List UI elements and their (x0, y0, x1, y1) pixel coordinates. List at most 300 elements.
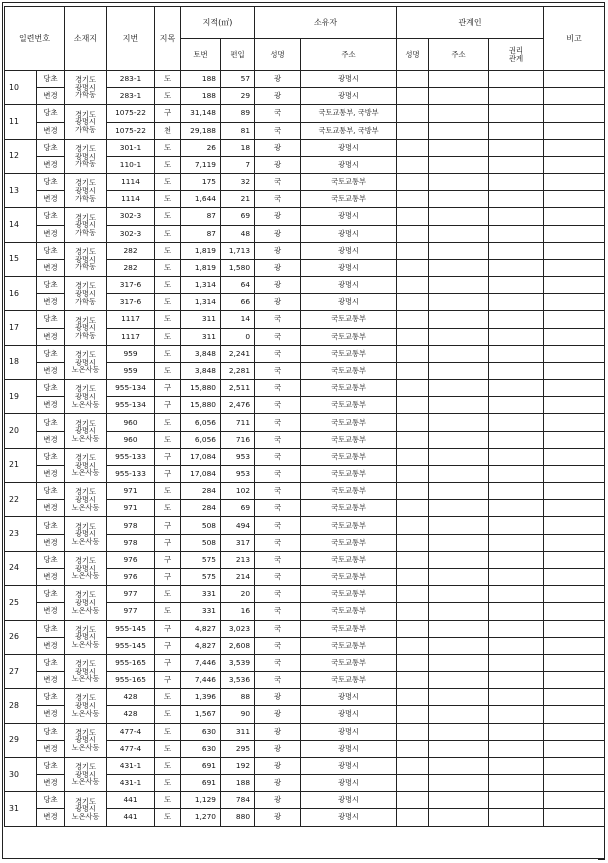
area-incorporated: 2,511 (221, 380, 255, 397)
area-total: 4,827 (181, 637, 221, 654)
land-category: 도 (155, 757, 181, 774)
stakeholder-relation (489, 191, 544, 208)
area-incorporated: 89 (221, 105, 255, 122)
table-row (5, 174, 605, 191)
area-total: 29,188 (181, 122, 221, 139)
record-number: 11 (5, 105, 37, 139)
table-row (5, 71, 605, 88)
area-total: 1,819 (181, 242, 221, 259)
stakeholder-name (397, 792, 429, 809)
empty-row (5, 826, 605, 856)
stakeholder-relation (489, 551, 544, 568)
area-total: 1,819 (181, 259, 221, 276)
stakeholder-relation (489, 208, 544, 225)
stakeholder-address (429, 689, 489, 706)
area-incorporated: 213 (221, 551, 255, 568)
stakeholder-relation (489, 156, 544, 173)
land-category: 도 (155, 225, 181, 242)
stakeholder-relation (489, 225, 544, 242)
record-number: 10 (5, 71, 37, 105)
area-incorporated: 1,580 (221, 259, 255, 276)
row-type: 변경 (37, 259, 65, 276)
note-cell (544, 174, 605, 191)
note-cell (544, 225, 605, 242)
record-number: 25 (5, 586, 37, 620)
owner-address: 국토교통부 (301, 483, 397, 500)
stakeholder-relation (489, 534, 544, 551)
note-cell (544, 448, 605, 465)
stakeholder-address (429, 723, 489, 740)
area-incorporated: 711 (221, 414, 255, 431)
stakeholder-relation (489, 637, 544, 654)
stakeholder-name (397, 603, 429, 620)
stakeholder-relation (489, 517, 544, 534)
table-row (5, 105, 605, 122)
owner-address: 광명시 (301, 156, 397, 173)
owner-address: 광명시 (301, 809, 397, 826)
area-total: 26 (181, 139, 221, 156)
area-incorporated: 69 (221, 208, 255, 225)
lot-number: 955-134 (107, 380, 155, 397)
owner-name: 국 (255, 414, 301, 431)
land-category: 도 (155, 242, 181, 259)
owner-name: 광 (255, 277, 301, 294)
stakeholder-name (397, 328, 429, 345)
row-type: 변경 (37, 775, 65, 792)
owner-name: 국 (255, 174, 301, 191)
stakeholder-address (429, 88, 489, 105)
owner-address: 광명시 (301, 139, 397, 156)
stakeholder-address (429, 809, 489, 826)
stakeholder-address (429, 672, 489, 689)
stakeholder-address (429, 465, 489, 482)
stakeholder-name (397, 414, 429, 431)
area-incorporated: 3,539 (221, 654, 255, 671)
lot-number: 959 (107, 345, 155, 362)
owner-name: 국 (255, 568, 301, 585)
stakeholder-address (429, 71, 489, 88)
note-cell (544, 88, 605, 105)
note-cell (544, 122, 605, 139)
owner-address: 국토교통부 (301, 654, 397, 671)
note-cell (544, 809, 605, 826)
table-row (5, 448, 605, 465)
owner-address: 국토교통부 (301, 465, 397, 482)
note-cell (544, 328, 605, 345)
owner-name: 광 (255, 88, 301, 105)
stakeholder-address (429, 105, 489, 122)
stakeholder-address (429, 277, 489, 294)
area-incorporated: 953 (221, 448, 255, 465)
stakeholder-relation (489, 723, 544, 740)
area-total: 188 (181, 88, 221, 105)
owner-address: 광명시 (301, 88, 397, 105)
area-total: 188 (181, 71, 221, 88)
note-cell (544, 586, 605, 603)
stakeholder-name (397, 88, 429, 105)
owner-name: 국 (255, 191, 301, 208)
row-type: 당초 (37, 448, 65, 465)
land-category: 도 (155, 294, 181, 311)
area-total: 4,827 (181, 620, 221, 637)
row-type: 당초 (37, 105, 65, 122)
land-category: 도 (155, 139, 181, 156)
note-cell (544, 191, 605, 208)
land-category: 구 (155, 620, 181, 637)
land-category: 구 (155, 465, 181, 482)
area-incorporated: 18 (221, 139, 255, 156)
stakeholder-name (397, 620, 429, 637)
stakeholder-address (429, 620, 489, 637)
row-type: 변경 (37, 637, 65, 654)
owner-address: 국토교통부 (301, 345, 397, 362)
stakeholder-relation (489, 414, 544, 431)
header-owner-name: 성명 (255, 39, 301, 71)
row-type: 당초 (37, 620, 65, 637)
header-area-total: 토번 (181, 39, 221, 71)
lot-number: 1117 (107, 328, 155, 345)
area-incorporated: 88 (221, 689, 255, 706)
lot-number: 110-1 (107, 156, 155, 173)
stakeholder-relation (489, 500, 544, 517)
table-row (5, 689, 605, 706)
owner-address: 광명시 (301, 689, 397, 706)
owner-address: 국토교통부 (301, 551, 397, 568)
owner-name: 국 (255, 105, 301, 122)
owner-address: 국토교통부 (301, 174, 397, 191)
location-cell: 경기도 광명시 가학동 (65, 277, 107, 311)
stakeholder-address (429, 208, 489, 225)
row-type: 당초 (37, 723, 65, 740)
owner-address: 국토교통부 (301, 603, 397, 620)
area-total: 17,084 (181, 448, 221, 465)
row-type: 변경 (37, 362, 65, 379)
stakeholder-relation (489, 465, 544, 482)
header-note: 비고 (544, 7, 605, 71)
stakeholder-address (429, 534, 489, 551)
land-category: 구 (155, 448, 181, 465)
stakeholder-name (397, 277, 429, 294)
stakeholder-relation (489, 174, 544, 191)
stakeholder-address (429, 517, 489, 534)
area-total: 17,084 (181, 465, 221, 482)
area-incorporated: 102 (221, 483, 255, 500)
row-type: 변경 (37, 568, 65, 585)
owner-address: 국토교통부 (301, 448, 397, 465)
stakeholder-relation (489, 88, 544, 105)
table-row (5, 483, 605, 500)
land-category: 구 (155, 534, 181, 551)
stakeholder-name (397, 380, 429, 397)
stakeholder-name (397, 740, 429, 757)
header-serial: 일련번호 (5, 7, 65, 71)
record-number: 13 (5, 174, 37, 208)
stakeholder-address (429, 586, 489, 603)
owner-name: 광 (255, 757, 301, 774)
location-cell: 경기도 광명시 가학동 (65, 242, 107, 276)
location-cell: 경기도 광명시 가학동 (65, 208, 107, 242)
stakeholder-name (397, 586, 429, 603)
owner-address: 광명시 (301, 259, 397, 276)
note-cell (544, 517, 605, 534)
stakeholder-relation (489, 311, 544, 328)
owner-name: 국 (255, 500, 301, 517)
stakeholder-address (429, 294, 489, 311)
area-total: 331 (181, 603, 221, 620)
stakeholder-name (397, 809, 429, 826)
owner-name: 국 (255, 551, 301, 568)
owner-name: 국 (255, 603, 301, 620)
area-total: 630 (181, 723, 221, 740)
note-cell (544, 397, 605, 414)
stakeholder-address (429, 448, 489, 465)
note-cell (544, 654, 605, 671)
stakeholder-address (429, 328, 489, 345)
location-cell: 경기도 광명시 가학동 (65, 105, 107, 139)
owner-address: 국토교통부 (301, 637, 397, 654)
location-cell: 경기도 광명시 노온사동 (65, 586, 107, 620)
row-type: 변경 (37, 534, 65, 551)
area-total: 1,314 (181, 294, 221, 311)
lot-number: 428 (107, 706, 155, 723)
record-number: 16 (5, 277, 37, 311)
note-cell (544, 414, 605, 431)
lot-number: 1075-22 (107, 105, 155, 122)
area-incorporated: 716 (221, 431, 255, 448)
owner-address: 국토교통부 (301, 500, 397, 517)
owner-address: 국토교통부 (301, 328, 397, 345)
lot-number: 959 (107, 362, 155, 379)
record-number: 27 (5, 654, 37, 688)
header-owner: 소유자 (255, 7, 397, 39)
area-total: 3,848 (181, 362, 221, 379)
area-total: 15,880 (181, 397, 221, 414)
stakeholder-relation (489, 139, 544, 156)
area-incorporated: 16 (221, 603, 255, 620)
note-cell (544, 689, 605, 706)
note-cell (544, 277, 605, 294)
land-category: 도 (155, 740, 181, 757)
record-number: 26 (5, 620, 37, 654)
note-cell (544, 706, 605, 723)
owner-name: 국 (255, 380, 301, 397)
note-cell (544, 380, 605, 397)
area-incorporated: 880 (221, 809, 255, 826)
lot-number: 955-134 (107, 397, 155, 414)
owner-name: 국 (255, 328, 301, 345)
stakeholder-name (397, 397, 429, 414)
owner-address: 국토교통부 (301, 517, 397, 534)
stakeholder-name (397, 139, 429, 156)
note-cell (544, 740, 605, 757)
table-row (5, 654, 605, 671)
row-type: 변경 (37, 122, 65, 139)
note-cell (544, 672, 605, 689)
row-type: 변경 (37, 706, 65, 723)
land-category: 도 (155, 706, 181, 723)
lot-number: 441 (107, 809, 155, 826)
area-total: 311 (181, 311, 221, 328)
stakeholder-address (429, 139, 489, 156)
owner-name: 국 (255, 483, 301, 500)
row-type: 변경 (37, 156, 65, 173)
stakeholder-name (397, 294, 429, 311)
row-type: 당초 (37, 654, 65, 671)
area-total: 508 (181, 534, 221, 551)
owner-name: 광 (255, 775, 301, 792)
stakeholder-address (429, 792, 489, 809)
area-total: 7,446 (181, 672, 221, 689)
header-stake-name: 성명 (397, 39, 429, 71)
location-cell: 경기도 광명시 노온사동 (65, 345, 107, 379)
land-category: 구 (155, 568, 181, 585)
owner-address: 광명시 (301, 225, 397, 242)
note-cell (544, 723, 605, 740)
note-cell (544, 259, 605, 276)
row-type: 당초 (37, 380, 65, 397)
owner-name: 국 (255, 517, 301, 534)
stakeholder-name (397, 448, 429, 465)
lot-number: 960 (107, 414, 155, 431)
row-type: 당초 (37, 586, 65, 603)
row-type: 변경 (37, 500, 65, 517)
record-number: 14 (5, 208, 37, 242)
lot-number: 1075-22 (107, 122, 155, 139)
note-cell (544, 105, 605, 122)
lot-number: 1117 (107, 311, 155, 328)
note-cell (544, 294, 605, 311)
stakeholder-address (429, 380, 489, 397)
land-category: 도 (155, 775, 181, 792)
stakeholder-relation (489, 105, 544, 122)
note-cell (544, 71, 605, 88)
area-incorporated: 192 (221, 757, 255, 774)
land-category: 구 (155, 397, 181, 414)
owner-address: 국토교통부 (301, 431, 397, 448)
note-cell (544, 208, 605, 225)
table-body (5, 71, 605, 857)
table-row (5, 242, 605, 259)
table-row (5, 277, 605, 294)
row-type: 당초 (37, 277, 65, 294)
land-category: 도 (155, 88, 181, 105)
table-row (5, 792, 605, 809)
stakeholder-name (397, 517, 429, 534)
table-row (5, 586, 605, 603)
owner-address: 국토교통부, 국방부 (301, 122, 397, 139)
area-incorporated: 2,608 (221, 637, 255, 654)
land-category: 도 (155, 311, 181, 328)
land-category: 도 (155, 431, 181, 448)
stakeholder-name (397, 259, 429, 276)
record-number: 15 (5, 242, 37, 276)
owner-address: 광명시 (301, 294, 397, 311)
location-cell: 경기도 광명시 노온사동 (65, 654, 107, 688)
stakeholder-address (429, 345, 489, 362)
area-incorporated: 3,023 (221, 620, 255, 637)
owner-address: 국토교통부 (301, 380, 397, 397)
area-total: 1,314 (181, 277, 221, 294)
area-total: 630 (181, 740, 221, 757)
header-location: 소재지 (65, 7, 107, 71)
row-type: 당초 (37, 345, 65, 362)
stakeholder-address (429, 551, 489, 568)
stakeholder-relation (489, 431, 544, 448)
lot-number: 283-1 (107, 71, 155, 88)
stakeholder-address (429, 156, 489, 173)
area-total: 691 (181, 775, 221, 792)
area-incorporated: 2,241 (221, 345, 255, 362)
lot-number: 477-4 (107, 740, 155, 757)
stakeholder-name (397, 208, 429, 225)
owner-address: 광명시 (301, 277, 397, 294)
stakeholder-address (429, 500, 489, 517)
area-total: 284 (181, 483, 221, 500)
owner-name: 국 (255, 431, 301, 448)
location-cell: 경기도 광명시 노온사동 (65, 723, 107, 757)
note-cell (544, 139, 605, 156)
owner-address: 광명시 (301, 706, 397, 723)
table-row (5, 380, 605, 397)
owner-name: 광 (255, 294, 301, 311)
area-incorporated: 32 (221, 174, 255, 191)
stakeholder-name (397, 345, 429, 362)
note-cell (544, 465, 605, 482)
lot-number: 477-4 (107, 723, 155, 740)
stakeholder-relation (489, 568, 544, 585)
lot-number: 302-3 (107, 208, 155, 225)
stakeholder-name (397, 483, 429, 500)
row-type: 당초 (37, 139, 65, 156)
stakeholder-address (429, 431, 489, 448)
stakeholder-address (429, 191, 489, 208)
row-type: 변경 (37, 809, 65, 826)
table-row (5, 757, 605, 774)
area-total: 508 (181, 517, 221, 534)
stakeholder-name (397, 637, 429, 654)
header-lot: 지번 (107, 7, 155, 71)
lot-number: 955-165 (107, 672, 155, 689)
lot-number: 971 (107, 500, 155, 517)
stakeholder-relation (489, 122, 544, 139)
stakeholder-address (429, 174, 489, 191)
lot-number: 960 (107, 431, 155, 448)
lot-number: 955-145 (107, 620, 155, 637)
area-incorporated: 494 (221, 517, 255, 534)
area-total: 175 (181, 174, 221, 191)
stakeholder-name (397, 431, 429, 448)
area-incorporated: 317 (221, 534, 255, 551)
owner-name: 광 (255, 156, 301, 173)
location-cell: 경기도 광명시 노온사동 (65, 620, 107, 654)
area-incorporated: 29 (221, 88, 255, 105)
header-area: 지적(㎡) (181, 7, 255, 39)
stakeholder-name (397, 362, 429, 379)
stakeholder-name (397, 242, 429, 259)
row-type: 변경 (37, 88, 65, 105)
location-cell: 경기도 광명시 노온사동 (65, 757, 107, 791)
stakeholder-relation (489, 448, 544, 465)
record-number: 17 (5, 311, 37, 345)
row-type: 변경 (37, 294, 65, 311)
stakeholder-relation (489, 397, 544, 414)
row-type: 변경 (37, 225, 65, 242)
area-incorporated: 7 (221, 156, 255, 173)
row-type: 변경 (37, 328, 65, 345)
header-area-incorporated: 편입 (221, 39, 255, 71)
stakeholder-name (397, 105, 429, 122)
row-type: 변경 (37, 740, 65, 757)
